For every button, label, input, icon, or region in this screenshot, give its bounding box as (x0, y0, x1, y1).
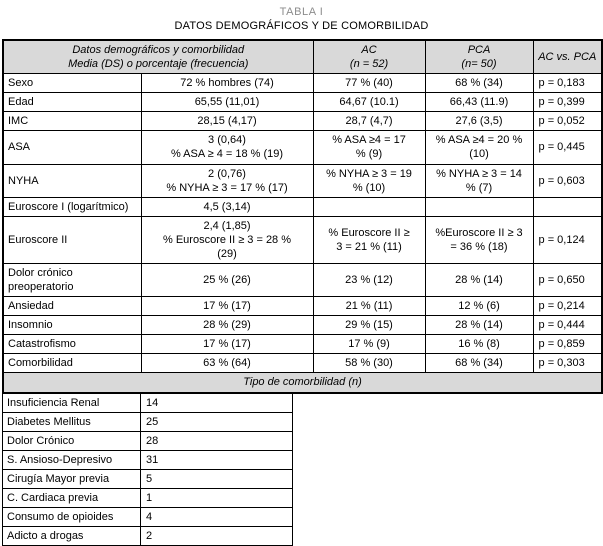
table-row (3, 197, 602, 216)
section-header-row (3, 373, 602, 393)
cell-p-value (533, 197, 602, 216)
comorbidity-row (3, 508, 293, 527)
cell-pca: 12 % (6) (425, 297, 533, 316)
comorbidity-label: C. Cardiaca previa (3, 488, 141, 507)
header-row (3, 40, 602, 74)
cell-total: 17 % (17) (141, 335, 313, 354)
table-row (3, 316, 602, 335)
cell-ac: 21 % (11) (313, 297, 425, 316)
table-row (3, 112, 602, 131)
cell-p-value: p = 0,650 (533, 264, 602, 297)
comorbidity-label: Dolor Crónico (3, 431, 141, 450)
comorbidity-row (3, 431, 293, 450)
header-pca: PCA (n= 50) (425, 40, 533, 74)
row-label: Sexo (3, 74, 141, 93)
comorbidity-label: Insuficiencia Renal (3, 393, 141, 412)
cell-pca: 68 % (34) (425, 74, 533, 93)
section-header-tipo-comorbilidad: Tipo de comorbilidad (n) (3, 373, 602, 393)
header-ac-vs-pca: AC vs. PCA (533, 40, 602, 74)
cell-ac: 64,67 (10.1) (313, 93, 425, 112)
cell-ac: % Euroscore II ≥ 3 = 21 % (11) (313, 216, 425, 263)
comorbidity-row (3, 488, 293, 507)
cell-total: 17 % (17) (141, 297, 313, 316)
table-row (3, 93, 602, 112)
cell-ac: 77 % (40) (313, 74, 425, 93)
cell-ac: 29 % (15) (313, 316, 425, 335)
cell-pca: 66,43 (11.9) (425, 93, 533, 112)
table-row (3, 74, 602, 93)
cell-pca: %Euroscore II ≥ 3 = 36 % (18) (425, 216, 533, 263)
cell-total: 28,15 (4,17) (141, 112, 313, 131)
header-ac: AC (n = 52) (313, 40, 425, 74)
cell-p-value: p = 0,399 (533, 93, 602, 112)
cell-pca: 16 % (8) (425, 335, 533, 354)
cell-total: 25 % (26) (141, 264, 313, 297)
cell-ac: 28,7 (4,7) (313, 112, 425, 131)
cell-total: 2,4 (1,85) % Euroscore II ≥ 3 = 28 % (29) (141, 216, 313, 263)
row-label: IMC (3, 112, 141, 131)
cell-p-value: p = 0,214 (533, 297, 602, 316)
table-row (3, 335, 602, 354)
comorbidity-label: S. Ansioso-Depresivo (3, 450, 141, 469)
comorbidity-label: Cirugía Mayor previa (3, 469, 141, 488)
row-label: ASA (3, 131, 141, 164)
table-caption (2, 6, 601, 32)
table-row (3, 131, 602, 164)
comorbidity-value: 14 (141, 393, 293, 412)
comorbidity-label: Diabetes Mellitus (3, 412, 141, 431)
cell-total: 4,5 (3,14) (141, 197, 313, 216)
table-row (3, 164, 602, 197)
cell-total: 63 % (64) (141, 354, 313, 373)
cell-ac: 17 % (9) (313, 335, 425, 354)
comorbidity-value: 5 (141, 469, 293, 488)
table-row (3, 216, 602, 263)
row-label: Insomnio (3, 316, 141, 335)
comorbidity-label: Adicto a drogas (3, 527, 141, 546)
comorbidity-row (3, 412, 293, 431)
cell-p-value: p = 0,183 (533, 74, 602, 93)
row-label: Catastrofismo (3, 335, 141, 354)
row-label: Euroscore II (3, 216, 141, 263)
row-label: Edad (3, 93, 141, 112)
comorbidity-row (3, 450, 293, 469)
cell-pca: 68 % (34) (425, 354, 533, 373)
comorbidity-value: 31 (141, 450, 293, 469)
cell-ac: 23 % (12) (313, 264, 425, 297)
cell-p-value: p = 0,303 (533, 354, 602, 373)
cell-pca: 27,6 (3,5) (425, 112, 533, 131)
comorbidity-value: 28 (141, 431, 293, 450)
row-label: Euroscore I (logarítmico) (3, 197, 141, 216)
demographics-table (2, 39, 603, 394)
comorbidity-value: 4 (141, 508, 293, 527)
comorbidity-value: 1 (141, 488, 293, 507)
cell-p-value: p = 0,444 (533, 316, 602, 335)
row-label: NYHA (3, 164, 141, 197)
cell-pca: 28 % (14) (425, 316, 533, 335)
comorbidity-row (3, 469, 293, 488)
cell-pca (425, 197, 533, 216)
table-subtitle: DATOS DEMOGRÁFICOS Y DE COMORBILIDAD (174, 20, 429, 32)
cell-ac: % NYHA ≥ 3 = 19 % (10) (313, 164, 425, 197)
comorbidity-row (3, 527, 293, 546)
comorbidity-value: 2 (141, 527, 293, 546)
cell-p-value: p = 0,445 (533, 131, 602, 164)
cell-p-value: p = 0,124 (533, 216, 602, 263)
comorbidity-row (3, 393, 293, 412)
row-label: Comorbilidad (3, 354, 141, 373)
cell-p-value: p = 0,052 (533, 112, 602, 131)
row-label: Dolor crónico preoperatorio (3, 264, 141, 297)
comorbidity-value: 25 (141, 412, 293, 431)
cell-ac (313, 197, 425, 216)
cell-total: 3 (0,64) % ASA ≥ 4 = 18 % (19) (141, 131, 313, 164)
comorbidity-table (2, 393, 293, 546)
cell-ac: 58 % (30) (313, 354, 425, 373)
cell-total: 65,55 (11,01) (141, 93, 313, 112)
cell-p-value: p = 0,603 (533, 164, 602, 197)
cell-total: 2 (0,76) % NYHA ≥ 3 = 17 % (17) (141, 164, 313, 197)
table-row (3, 354, 602, 373)
cell-ac: % ASA ≥4 = 17 % (9) (313, 131, 425, 164)
cell-total: 28 % (29) (141, 316, 313, 335)
cell-total: 72 % hombres (74) (141, 74, 313, 93)
cell-p-value: p = 0,859 (533, 335, 602, 354)
cell-pca: % NYHA ≥ 3 = 14 % (7) (425, 164, 533, 197)
cell-pca: % ASA ≥4 = 20 % (10) (425, 131, 533, 164)
table-row (3, 264, 602, 297)
cell-pca: 28 % (14) (425, 264, 533, 297)
table-number-title: TABLA I (279, 6, 324, 18)
comorbidity-label: Consumo de opioides (3, 508, 141, 527)
table-row (3, 297, 602, 316)
header-demographics: Datos demográficos y comorbilidad Media (DS) o porcentaje (frecuencia) (3, 40, 313, 74)
row-label: Ansiedad (3, 297, 141, 316)
